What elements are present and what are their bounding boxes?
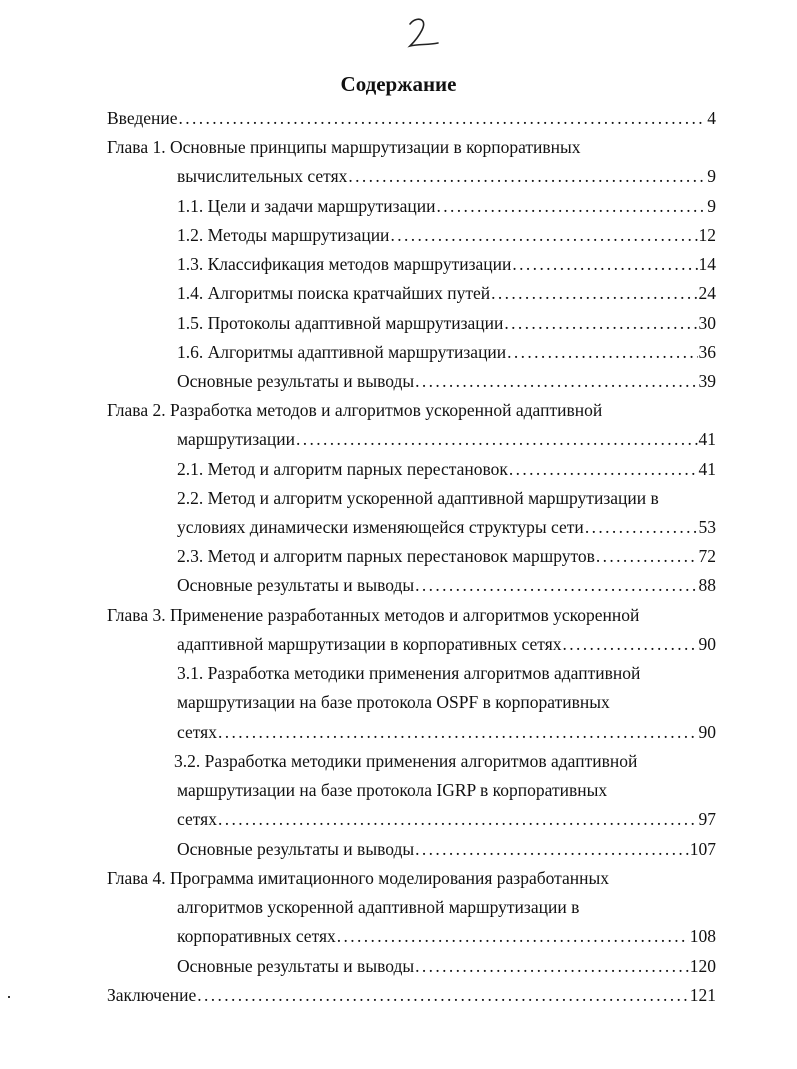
toc-entry-3-2[interactable]: сетях . . . 97	[177, 807, 716, 831]
toc-entry-conclusion[interactable]: Заключение . . . 121	[107, 983, 716, 1007]
page-title: Содержание	[340, 72, 457, 96]
toc-entry-1-6[interactable]: 1.6. Алгоритмы адаптивной маршрутизации . . . 36	[177, 340, 716, 364]
page-mark-text: 2	[404, 14, 405, 15]
toc-entry-results-1[interactable]: Основные результаты и выводы . . . 39	[177, 369, 716, 393]
toc-entry-results-3[interactable]: Основные результаты и выводы . . . 107	[177, 837, 716, 861]
toc-entry-3-2-line2[interactable]: маршрутизации на базе протокола IGRP в корпоративных	[177, 780, 608, 800]
toc-entry-1-5[interactable]: 1.5. Протоколы адаптивной маршрутизации . . . 30	[177, 311, 716, 335]
scan-speck	[8, 996, 10, 998]
toc-entry-2-2[interactable]: условиях динамически изменяющейся структуры сети . . . 53	[177, 515, 716, 539]
toc-entry-chapter-4[interactable]: корпоративных сетях . . . 108	[177, 924, 716, 948]
toc-chapter-3-title[interactable]: Глава 3. Применение разработанных методов и алгоритмов ускоренной	[107, 605, 640, 625]
toc-entry-2-2-title[interactable]: 2.2. Метод и алгоритм ускоренной адаптивной маршрутизации в	[177, 488, 659, 508]
toc-entry-chapter-1[interactable]: вычислительных сетях . . . 9	[177, 164, 716, 188]
toc-chapter-1-title[interactable]: Глава 1. Основные принципы маршрутизации в корпоративных	[107, 137, 581, 157]
toc-entry-3-1[interactable]: сетях . . . 90	[177, 720, 716, 744]
toc-chapter-2-title[interactable]: Глава 2. Разработка методов и алгоритмов ускоренной адаптивной	[107, 400, 603, 420]
toc-entry-results-4[interactable]: Основные результаты и выводы . . . 120	[177, 954, 716, 978]
toc-entry-chapter-2[interactable]: маршрутизации . . . 41	[177, 427, 716, 451]
toc-entry-3-1-title[interactable]: 3.1. Разработка методики применения алгоритмов адаптивной	[177, 663, 641, 683]
toc-entry-1-2[interactable]: 1.2. Методы маршрутизации . . . 12	[177, 223, 716, 247]
toc-entry-2-3[interactable]: 2.3. Метод и алгоритм парных перестановок маршрутов . . . 72	[177, 544, 716, 568]
toc-entry-3-1-line2[interactable]: маршрутизации на базе протокола OSPF в корпоративных	[177, 692, 610, 712]
toc-entry-results-2[interactable]: Основные результаты и выводы . . . 88	[177, 573, 716, 597]
handwritten-page-number	[404, 14, 444, 54]
toc-entry-1-4[interactable]: 1.4. Алгоритмы поиска кратчайших путей . . . 24	[177, 281, 716, 305]
toc-entry-intro[interactable]: Введение . . . 4	[107, 106, 716, 130]
toc-entry-1-3[interactable]: 1.3. Классификация методов маршрутизации . . . 14	[177, 252, 716, 276]
toc-entry-3-2-title[interactable]: 3.2. Разработка методики применения алгоритмов адаптивной	[174, 751, 638, 771]
toc-chapter-4-title[interactable]: Глава 4. Программа имитационного моделирования разработанных	[107, 868, 610, 888]
toc-chapter-4-line2[interactable]: алгоритмов ускоренной адаптивной маршрутизации в	[177, 897, 580, 917]
toc-entry-1-1[interactable]: 1.1. Цели и задачи маршрутизации . . . 9	[177, 194, 716, 218]
toc-entry-2-1[interactable]: 2.1. Метод и алгоритм парных перестановок . . . 41	[177, 457, 716, 481]
toc-entry-chapter-3[interactable]: адаптивной маршрутизации в корпоративных сетях . . . 90	[177, 632, 716, 656]
